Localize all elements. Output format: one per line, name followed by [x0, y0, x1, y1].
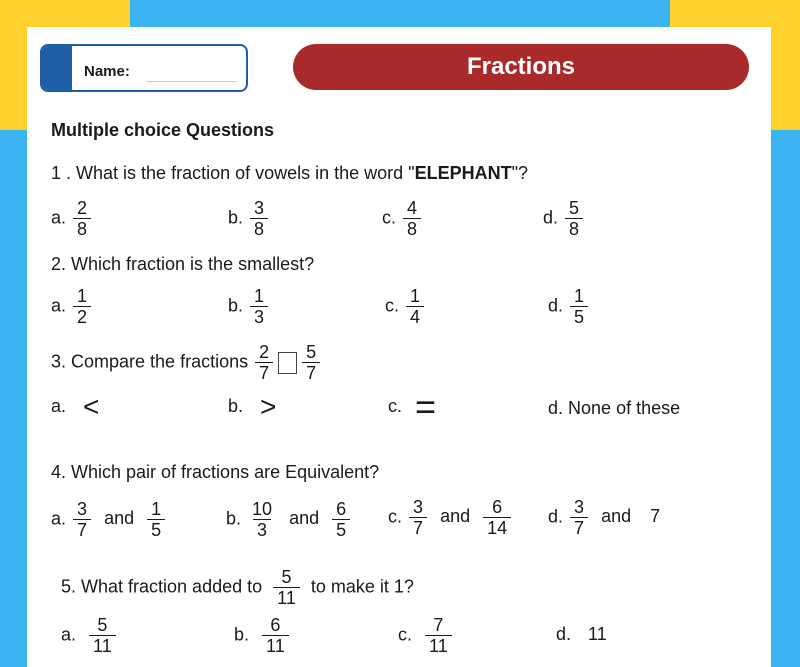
- denominator: 5: [332, 519, 350, 540]
- numerator: 1: [254, 286, 265, 306]
- option-label: b.: [228, 207, 244, 228]
- option-label: b.: [228, 396, 244, 416]
- denominator: 7: [570, 517, 588, 538]
- denominator: 4: [406, 306, 424, 327]
- q1-option-c[interactable]: [382, 198, 423, 239]
- denominator: 7: [73, 519, 91, 540]
- question-5-text-end: to make it 1?: [310, 576, 414, 597]
- fraction: [250, 286, 268, 327]
- option-label: c.: [385, 295, 400, 316]
- option-label: c.: [382, 207, 397, 228]
- question-1-number: 1 .: [51, 163, 72, 183]
- fraction: [147, 499, 165, 540]
- denominator: 11: [273, 587, 300, 608]
- denominator: 5: [147, 519, 165, 540]
- denominator: 3: [253, 519, 271, 540]
- numerator: 1: [574, 286, 585, 306]
- option-label: b.: [226, 508, 242, 529]
- and-word: and: [104, 508, 135, 529]
- option-label: d.: [548, 398, 564, 418]
- question-1: [51, 163, 528, 184]
- name-input-line[interactable]: [146, 81, 236, 82]
- name-field-stripe: [42, 46, 72, 90]
- question-3: [51, 342, 322, 383]
- q4-option-b[interactable]: [226, 499, 352, 540]
- numerator: 2: [259, 342, 270, 362]
- fraction: [273, 567, 300, 608]
- fraction: [250, 198, 268, 239]
- option-label: c.: [388, 506, 403, 527]
- denominator: 8: [403, 218, 421, 239]
- option-text: 11: [588, 624, 607, 644]
- question-1-text-end: "?: [511, 163, 528, 183]
- numerator: 4: [407, 198, 418, 218]
- fraction: [73, 198, 91, 239]
- name-label: Name:: [84, 63, 130, 80]
- denominator: 8: [250, 218, 268, 239]
- numerator: 3: [413, 497, 424, 517]
- denominator: 7: [255, 362, 273, 383]
- denominator: 11: [262, 635, 289, 656]
- compare-box[interactable]: [278, 352, 297, 374]
- denominator: 8: [565, 218, 583, 239]
- numerator: 3: [77, 499, 88, 519]
- fraction: [73, 286, 91, 327]
- question-1-keyword: ELEPHANT: [414, 163, 512, 183]
- option-label: d.: [548, 506, 564, 527]
- fraction: [570, 286, 588, 327]
- numerator: 2: [77, 198, 88, 218]
- q2-option-d[interactable]: [548, 286, 590, 327]
- denominator: 2: [73, 306, 91, 327]
- q5-option-d[interactable]: [556, 624, 607, 645]
- option-label: a.: [51, 508, 67, 529]
- numerator: 10: [252, 499, 273, 519]
- q3-option-b[interactable]: [228, 391, 277, 423]
- q1-option-a[interactable]: [51, 198, 93, 239]
- denominator: 14: [483, 517, 511, 538]
- option-text: None of these: [568, 398, 681, 418]
- denominator: 7: [302, 362, 320, 383]
- worksheet-page: [27, 27, 771, 667]
- q1-option-d[interactable]: [543, 198, 585, 239]
- q4-option-a[interactable]: [51, 499, 167, 540]
- denominator: 11: [425, 635, 452, 656]
- denominator: 5: [570, 306, 588, 327]
- numerator: 5: [97, 615, 108, 635]
- denominator: 7: [409, 517, 427, 538]
- fraction: [403, 198, 421, 239]
- denominator: 3: [250, 306, 268, 327]
- question-4: 4. Which pair of fractions are Equivalent?: [51, 462, 380, 482]
- question-1-text: What is the fraction of vowels in the word ": [76, 163, 415, 183]
- numerator: 5: [306, 342, 317, 362]
- fraction: [302, 342, 320, 383]
- question-5-text: 5. What fraction added to: [61, 576, 263, 597]
- greater-than-symbol: >: [260, 391, 277, 423]
- option-label: b.: [228, 295, 244, 316]
- numerator: 6: [492, 497, 503, 517]
- q2-option-a[interactable]: [51, 286, 93, 327]
- worksheet-title: Fractions: [293, 44, 749, 90]
- fraction: [483, 497, 511, 538]
- q3-option-a[interactable]: [51, 391, 100, 423]
- numerator: 1: [410, 286, 421, 306]
- fraction: [248, 499, 276, 540]
- option-label: c.: [398, 624, 413, 645]
- fraction: [409, 497, 427, 538]
- fraction: [73, 499, 91, 540]
- option-label: a.: [51, 295, 67, 316]
- q4-option-d[interactable]: [548, 497, 660, 538]
- option-label: b.: [234, 624, 250, 645]
- q2-option-b[interactable]: [228, 286, 270, 327]
- section-title: Multiple choice Questions: [51, 120, 275, 140]
- q4-option-c[interactable]: [388, 497, 513, 538]
- question-5: [61, 567, 414, 608]
- numerator: 6: [336, 499, 347, 519]
- fraction: [565, 198, 583, 239]
- numerator: 7: [433, 615, 444, 635]
- name-field[interactable]: [40, 44, 248, 92]
- fraction: [332, 499, 350, 540]
- and-word: and: [601, 506, 632, 527]
- fraction: [406, 286, 424, 327]
- option-label: a.: [51, 396, 67, 416]
- numerator: 3: [254, 198, 265, 218]
- fraction: [255, 342, 273, 383]
- numerator: 5: [281, 567, 292, 587]
- numerator: 6: [270, 615, 281, 635]
- option-label: d.: [556, 624, 572, 644]
- option-label: a.: [61, 624, 77, 645]
- numerator: 5: [569, 198, 580, 218]
- fraction: [570, 497, 588, 538]
- question-3-text: 3. Compare the fractions: [51, 351, 249, 372]
- numerator: 3: [574, 497, 585, 517]
- q3-option-c[interactable]: [388, 386, 437, 428]
- less-than-symbol: <: [83, 391, 100, 423]
- question-2: 2. Which fraction is the smallest?: [51, 254, 315, 274]
- option-label: d.: [548, 295, 564, 316]
- equals-symbol: =: [415, 386, 437, 428]
- denominator: 8: [73, 218, 91, 239]
- and-word: and: [440, 506, 471, 527]
- numerator: 1: [151, 499, 162, 519]
- option-label: a.: [51, 207, 67, 228]
- whole-number: 7: [650, 506, 661, 527]
- q1-option-b[interactable]: [228, 198, 270, 239]
- q3-option-d[interactable]: [548, 398, 680, 419]
- numerator: 1: [77, 286, 88, 306]
- option-label: c.: [388, 396, 403, 416]
- and-word: and: [289, 508, 320, 529]
- option-label: d.: [543, 207, 559, 228]
- denominator: 11: [89, 635, 116, 656]
- q2-option-c[interactable]: [385, 286, 426, 327]
